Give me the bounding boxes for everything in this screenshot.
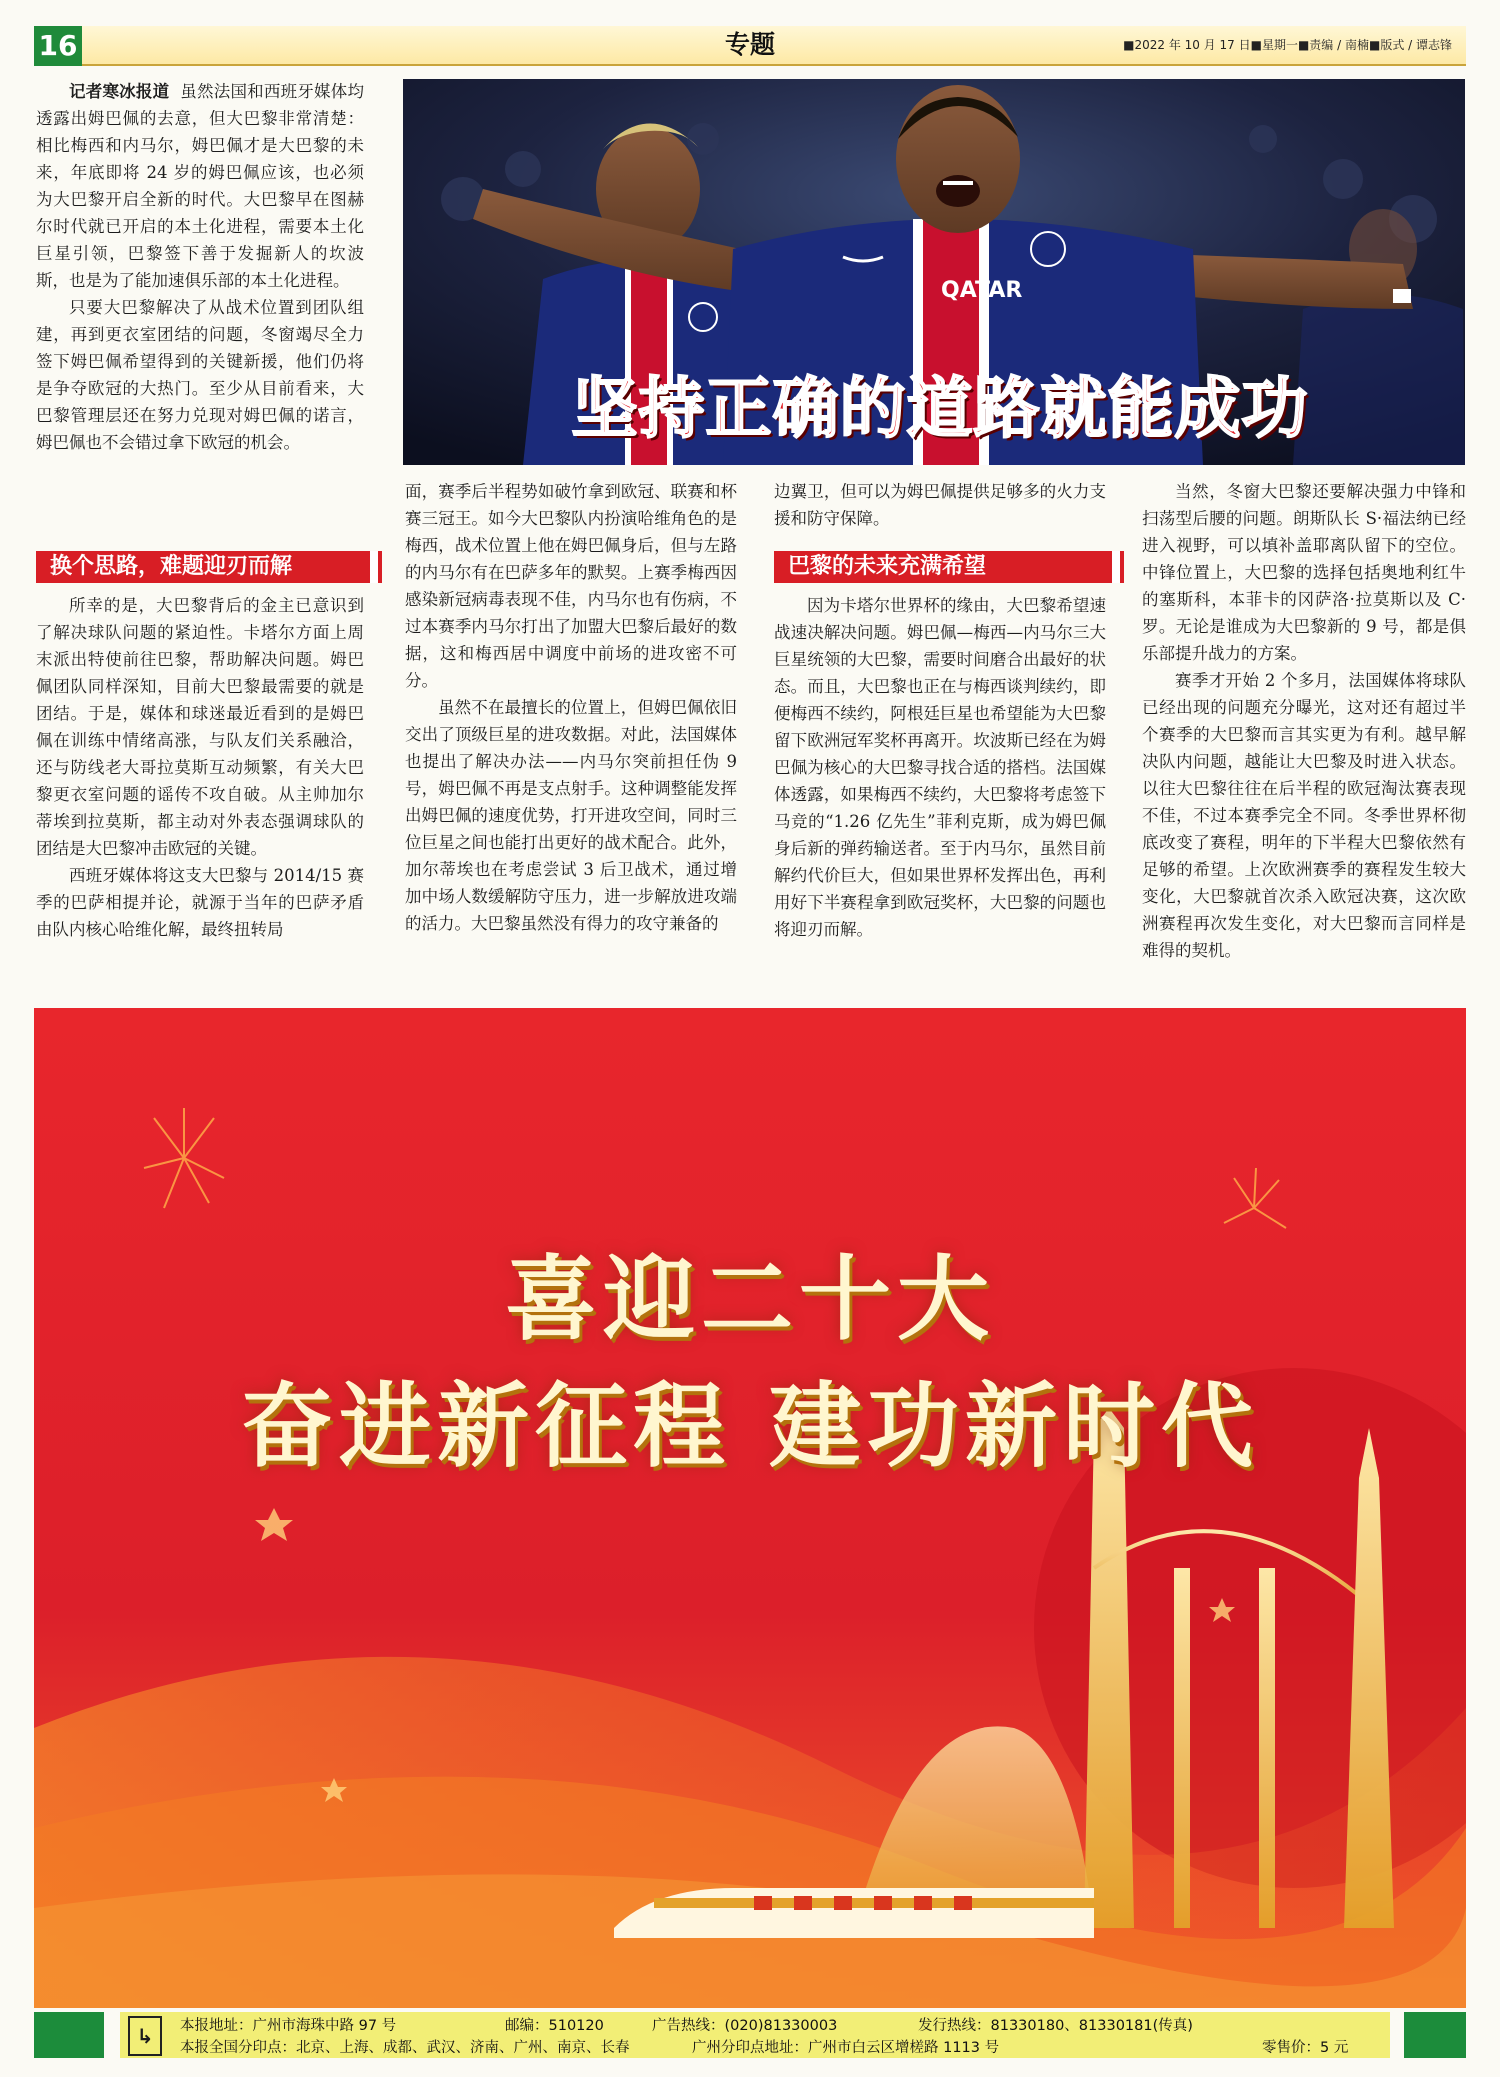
footer-left-block — [34, 2012, 104, 2058]
banner-slogan-line-1: 喜迎二十大 — [504, 1246, 995, 1353]
footer-price: 零售价：5 元 — [1262, 2040, 1349, 2056]
article-paragraph: 因为卡塔尔世界杯的缘由，大巴黎希望速战速决解决问题。姆巴佩—梅西—内马尔三大巨星统领的大巴黎，需要时间磨合出最好的状态。而且，大巴黎也正在与梅西谈判续约，即便梅西不续约，阿根廷巨星也希望能为大巴黎留下欧洲冠军奖杯再离开。坎波斯已经在为姆巴佩为核心的大巴黎寻找合适的搭档。法国媒体透露，如果梅西不续约，大巴黎将考虑签下马竞的“1.26 亿先生”菲利克斯，成为姆巴佩身后新的弹药输送者。至于内马尔，虽然目前解约代价巨大，但如果世界杯发挥出色，再利用好下半赛程拿到欧冠奖杯，大巴黎的问题也将迎刃而解。 — [774, 596, 1106, 939]
article-paragraph: 当然，冬窗大巴黎还要解决强力中锋和扫荡型后腰的问题。朗斯队长 S·福法纳已经进入视野，可以填补盖耶离队留下的空位。中锋位置上，大巴黎的选择包括奥地利红牛的塞斯科，本菲卡的冈萨洛·拉莫斯以及 C·罗。无论是谁成为大巴黎新的 9 号，都是俱乐部提升战力的方案。 — [1142, 482, 1466, 663]
footer-print-sites: 本报全国分印点：北京、上海、成都、武汉、济南、广州、南京、长春 — [180, 2040, 630, 2056]
article-paragraph: 面，赛季后半程势如破竹拿到欧冠、联赛和杯赛三冠王。如今大巴黎队内扮演哈维角色的是梅西，战术位置上他在姆巴佩身后，但与左路的内马尔有在巴萨多年的默契。上赛季梅西因感染新冠病毒表现不佳，内马尔也有伤病，不过本赛季内马尔打出了加盟大巴黎后最好的数据，这和梅西居中调度中前场的进攻密不可分。 — [405, 482, 737, 690]
article-paragraph: 虽然不在最擅长的位置上，但姆巴佩依旧交出了顶级巨星的进攻数据。对此，法国媒体也提出了解决办法——内马尔突前担任伪 9 号，姆巴佩不再是支点射手。这种调整能发挥出姆巴佩的速度优势，打开进攻空间，同时三位巨星之间也能打出更好的战术配合。此外，加尔蒂埃也在考虑尝试 3 后卫战术，通过增加中场人数缓解防守压力，进一步解放进攻端的活力。大巴黎虽然没有得力的攻守兼备的 — [405, 698, 737, 933]
footer-issue-hotline: 发行热线：81330180、81330181(传真) — [918, 2018, 1193, 2034]
article-paragraph: 边翼卫，但可以为姆巴佩提供足够多的火力支援和防守保障。 — [774, 482, 1106, 528]
header-meta: ■2022 年 10 月 17 日■星期一■责编 / 南楠■版式 / 谭志锋 — [1123, 38, 1452, 52]
footer-guangzhou-print: 广州分印点地址：广州市白云区增槎路 1113 号 — [692, 2040, 1000, 2056]
article-column-3-top — [774, 478, 1106, 532]
footer-postcode: 邮编：510120 — [505, 2018, 604, 2034]
subheading-2: 巴黎的未来充满希望 — [774, 551, 1120, 583]
article-paragraph: 赛季才开始 2 个多月，法国媒体将球队已经出现的问题充分曝光，这对还有超过半个赛季的大巴黎而言其实更为有利。越早解决队内问题，越能让大巴黎及时进入状态。以往大巴黎往往在后半程的欧冠淘汰赛表现不佳，不过本赛季完全不同。冬季世界杯彻底改变了赛程，明年的下半程大巴黎依然有足够的希望。上次欧洲赛季的赛程发生较大变化，大巴黎就首次杀入欧冠决赛，这次欧洲赛程再次发生变化，对大巴黎而言同样是难得的契机。 — [1142, 671, 1466, 960]
corner-arrow-icon: ↳ — [128, 2016, 162, 2056]
photo-headline: 坚持正确的道路就能成功 — [571, 369, 1309, 447]
shirt-sponsor-text: QATAR — [941, 278, 1023, 303]
article-column-2 — [405, 478, 737, 937]
article-paragraph: 所幸的是，大巴黎背后的金主已意识到了解决球队问题的紧迫性。卡塔尔方面上周末派出特使前往巴黎，帮助解决问题。姆巴佩团队同样深知，目前大巴黎最需要的就是团结。于是，媒体和球迷最近看到的是姆巴佩在训练中情绪高涨，与队友们关系融洽，还与防线老大哥拉莫斯互动频繁，有关大巴黎更衣室问题的谣传不攻自破。从主帅加尔蒂埃到拉莫斯，都主动对外表态强调球队的团结是大巴黎冲击欧冠的关键。 — [36, 596, 364, 858]
article-paragraph: 只要大巴黎解决了从战术位置到团队组建，再到更衣室团结的问题，冬窗竭尽全力签下姆巴佩希望得到的关键新援，他们仍将是争夺欧冠的大热门。至少从目前看来，大巴黎管理层还在努力兑现对姆巴佩的诺言，姆巴佩也不会错过拿下欧冠的机会。 — [36, 298, 364, 452]
banner-slogan-line-2: 奋进新征程 建功新时代 — [240, 1373, 1260, 1480]
banner-background-art — [34, 1008, 1466, 2008]
article-paragraph: 记者寒冰报道 虽然法国和西班牙媒体均透露出姆巴佩的去意，但大巴黎非常清楚：相比梅西和内马尔，姆巴佩才是大巴黎的未来，年底即将 24 岁的姆巴佩应该，也必须为大巴黎开启全新的时代。大巴黎早在图赫尔时代就已开启的本土化进程，需要本土化巨星引领，巴黎签下善于发掘新人的坎波斯，也是为了能加速俱乐部的本土化进程。 — [36, 82, 365, 290]
footer-address: 本报地址：广州市海珠中路 97 号 — [180, 2018, 397, 2034]
promo-banner — [34, 1008, 1466, 2008]
article-paragraph: 西班牙媒体将这支大巴黎与 2014/15 赛季的巴萨相提并论，就源于当年的巴萨矛盾由队内核心哈维化解，最终扭转局 — [36, 866, 364, 939]
article-column-1-top — [36, 78, 364, 456]
article-column-3-bottom — [774, 592, 1106, 943]
article-column-4 — [1142, 478, 1466, 964]
article-column-1-bottom — [36, 592, 364, 943]
subheading-1: 换个思路，难题迎刃而解 — [36, 551, 378, 583]
page-number: 16 — [34, 26, 82, 66]
section-title: 专题 — [724, 30, 775, 59]
footer-right-block — [1404, 2012, 1466, 2058]
footer-ad-hotline: 广告热线：(020)81330003 — [652, 2018, 838, 2034]
byline: 记者寒冰报道 — [69, 82, 170, 101]
